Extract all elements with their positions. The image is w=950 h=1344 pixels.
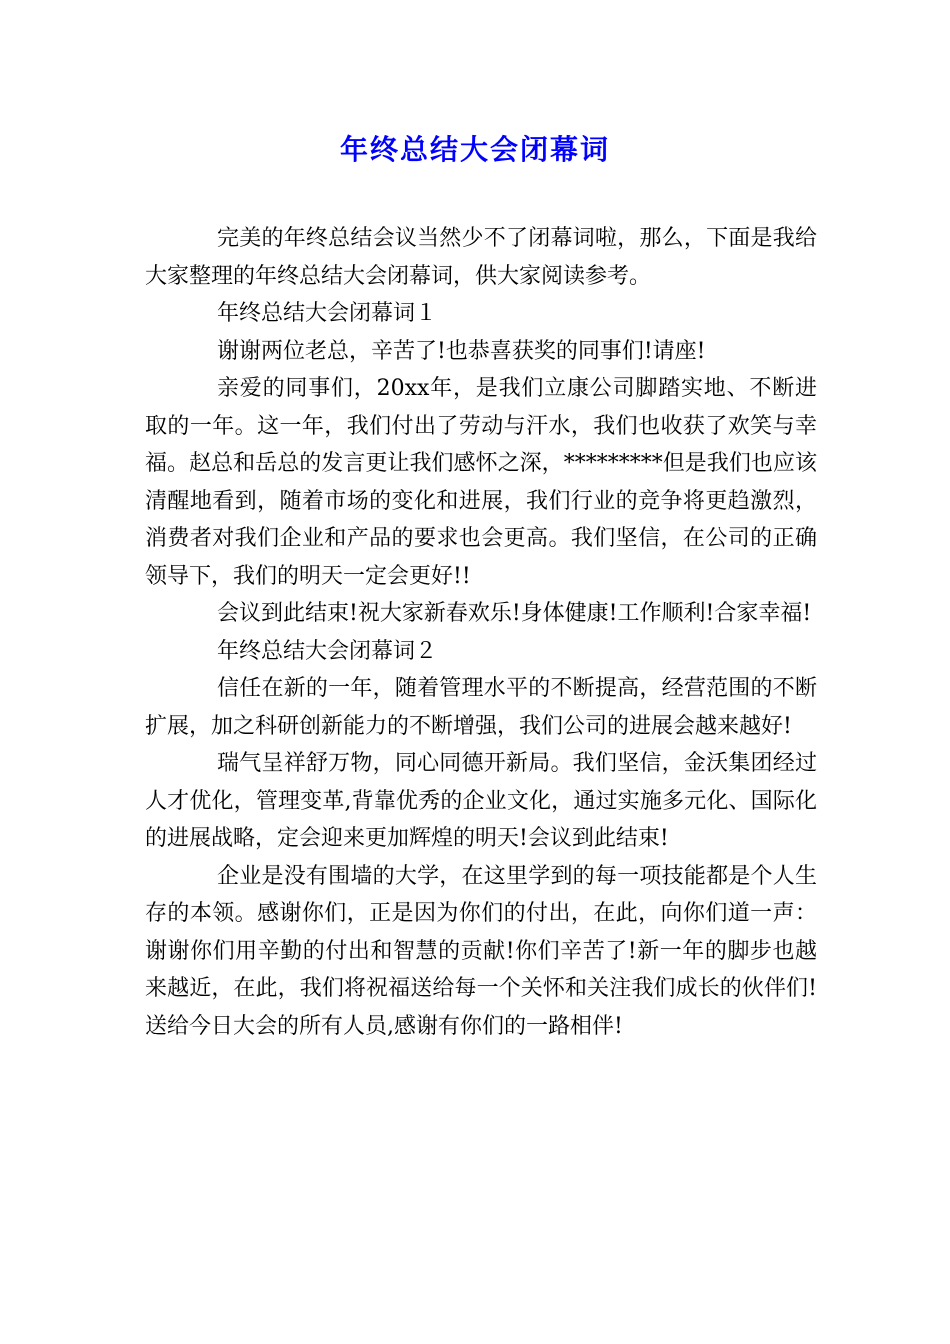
body-paragraph: 谢谢两位老总，辛苦了!也恭喜获奖的同事们!请座! xyxy=(217,338,706,364)
body-paragraph: 瑞气呈祥舒万物，同心同德开新局。我们坚信，金沃集团经过人才优化，管理变革,背靠优秀的企业文化，通过实施多元化、国际化的进展战略，定会迎来更加辉煌的明天!会议到此结束! xyxy=(145,751,817,851)
section-heading-2: 年终总结大会闭幕词２ xyxy=(217,638,438,664)
body-paragraph: 企业是没有围墙的大学，在这里学到的每一项技能都是个人生存的本领。感谢你们，正是因为你们的付出，在此，向你们道一声：谢谢你们用辛勤的付出和智慧的贡献!你们辛苦了!新一年的脚步也越来越近，在此，我们将祝福送给每一个关怀和关注我们成长的伙伴们!送给今日大会的所有人员,感谢有你们的一路相伴! xyxy=(145,863,817,1039)
section-heading-1: 年终总结大会闭幕词１ xyxy=(217,301,438,326)
document-body xyxy=(145,220,817,1045)
body-paragraph: 信任在新的一年，随着管理水平的不断提高，经营范围的不断扩展，加之科研创新能力的不断增强，我们公司的进展会越来越好! xyxy=(145,676,817,739)
page-title: 年终总结大会闭幕词 xyxy=(339,133,610,166)
body-paragraph: 亲爱的同事们，20xx年，是我们立康公司脚踏实地、不断进取的一年。这一年，我们付出了劳动与汗水，我们也收获了欢笑与幸福。赵总和岳总的发言更让我们感怀之深，*********但是我们也应该清醒地看到，随着市场的变化和进展，我们行业的竞争将更趋激烈，消费者对我们企业和产品的要求也会更高。我们坚信，在公司的正确领导下，我们的明天一定会更好!! xyxy=(145,376,817,589)
intro-paragraph: 完美的年终总结会议当然少不了闭幕词啦，那么，下面是我给大家整理的年终总结大会闭幕词，供大家阅读参考。 xyxy=(145,226,817,289)
body-paragraph: 会议到此结束!祝大家新春欢乐!身体健康!工作顺利!合家幸福! xyxy=(217,601,812,626)
